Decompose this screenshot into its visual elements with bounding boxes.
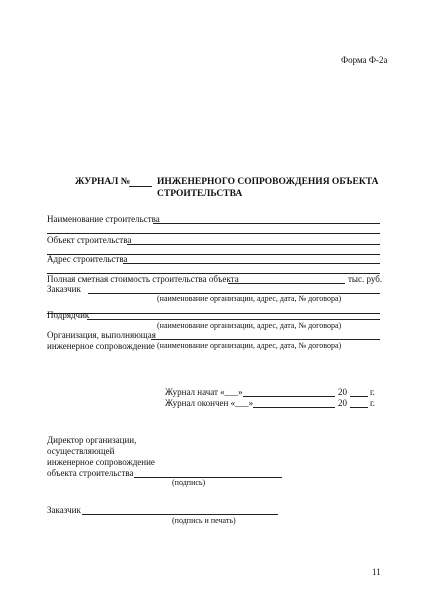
form-label: Форма Ф-2а — [341, 55, 388, 65]
customer-signature-line[interactable] — [82, 514, 278, 515]
org-label-line2: инженерное сопровождение — [47, 341, 155, 351]
journal-started-year-suffix: г. — [370, 387, 375, 397]
cost-label: Полная сметная стоимость строительства объекта — [47, 274, 239, 284]
org-label-line1: Организация, выполняющая — [47, 330, 156, 340]
customer-sign-label: Заказчик — [47, 505, 81, 515]
cost-unit: тыс. руб. — [348, 274, 383, 284]
journal-number-line[interactable] — [129, 186, 152, 187]
journal-title-line2: СТРОИТЕЛЬСТВА — [157, 189, 243, 199]
contractor-label: Подрядчик — [47, 310, 90, 320]
journal-title-line1: ИНЖЕНЕРНОГО СОПРОВОЖДЕНИЯ ОБЪЕКТА — [157, 177, 379, 187]
construction-name-line[interactable] — [153, 223, 380, 224]
customer-signature-caption: (подпись и печать) — [172, 516, 236, 525]
director-line1: Директор организации, — [47, 435, 137, 445]
cost-line[interactable] — [228, 283, 345, 284]
contractor-hint: (наименование организации, адрес, дата, № договора) — [157, 321, 342, 330]
journal-ended-line[interactable] — [253, 407, 335, 408]
customer-line2[interactable] — [47, 313, 380, 314]
director-signature-line[interactable] — [134, 477, 282, 478]
construction-name-label: Наименование строительства — [47, 214, 160, 224]
contractor-line[interactable] — [87, 319, 380, 320]
director-line3: инженерное сопровождение — [47, 457, 155, 467]
journal-ended-label: Журнал окончен «___» — [165, 398, 254, 408]
journal-started-line[interactable] — [243, 396, 335, 397]
object-line[interactable] — [127, 244, 380, 245]
customer-hint: (наименование организации, адрес, дата, № договора) — [157, 294, 342, 303]
journal-started-year-prefix: 20 — [338, 387, 347, 397]
director-signature-caption: (подпись) — [172, 478, 206, 487]
page-number: 11 — [372, 567, 381, 577]
journal-started-label: Журнал начат «___» — [165, 387, 243, 397]
org-hint: (наименование организации, адрес, дата, № договора) — [157, 341, 342, 350]
customer-label: Заказчик — [47, 284, 81, 294]
address-line[interactable] — [123, 263, 380, 264]
org-line[interactable] — [151, 339, 380, 340]
journal-started-year-line[interactable] — [350, 396, 368, 397]
object-label: Объект строительства — [47, 235, 132, 245]
director-line4: объекта строительства — [47, 468, 134, 478]
director-line2: осуществляющей — [47, 446, 115, 456]
address-label: Адрес строительства — [47, 254, 128, 264]
journal-ended-year-suffix: г. — [370, 398, 375, 408]
journal-ended-year-prefix: 20 — [338, 398, 347, 408]
journal-ended-year-line[interactable] — [350, 407, 368, 408]
construction-name-line2[interactable] — [47, 233, 380, 234]
journal-title-prefix: ЖУРНАЛ № — [75, 177, 131, 187]
